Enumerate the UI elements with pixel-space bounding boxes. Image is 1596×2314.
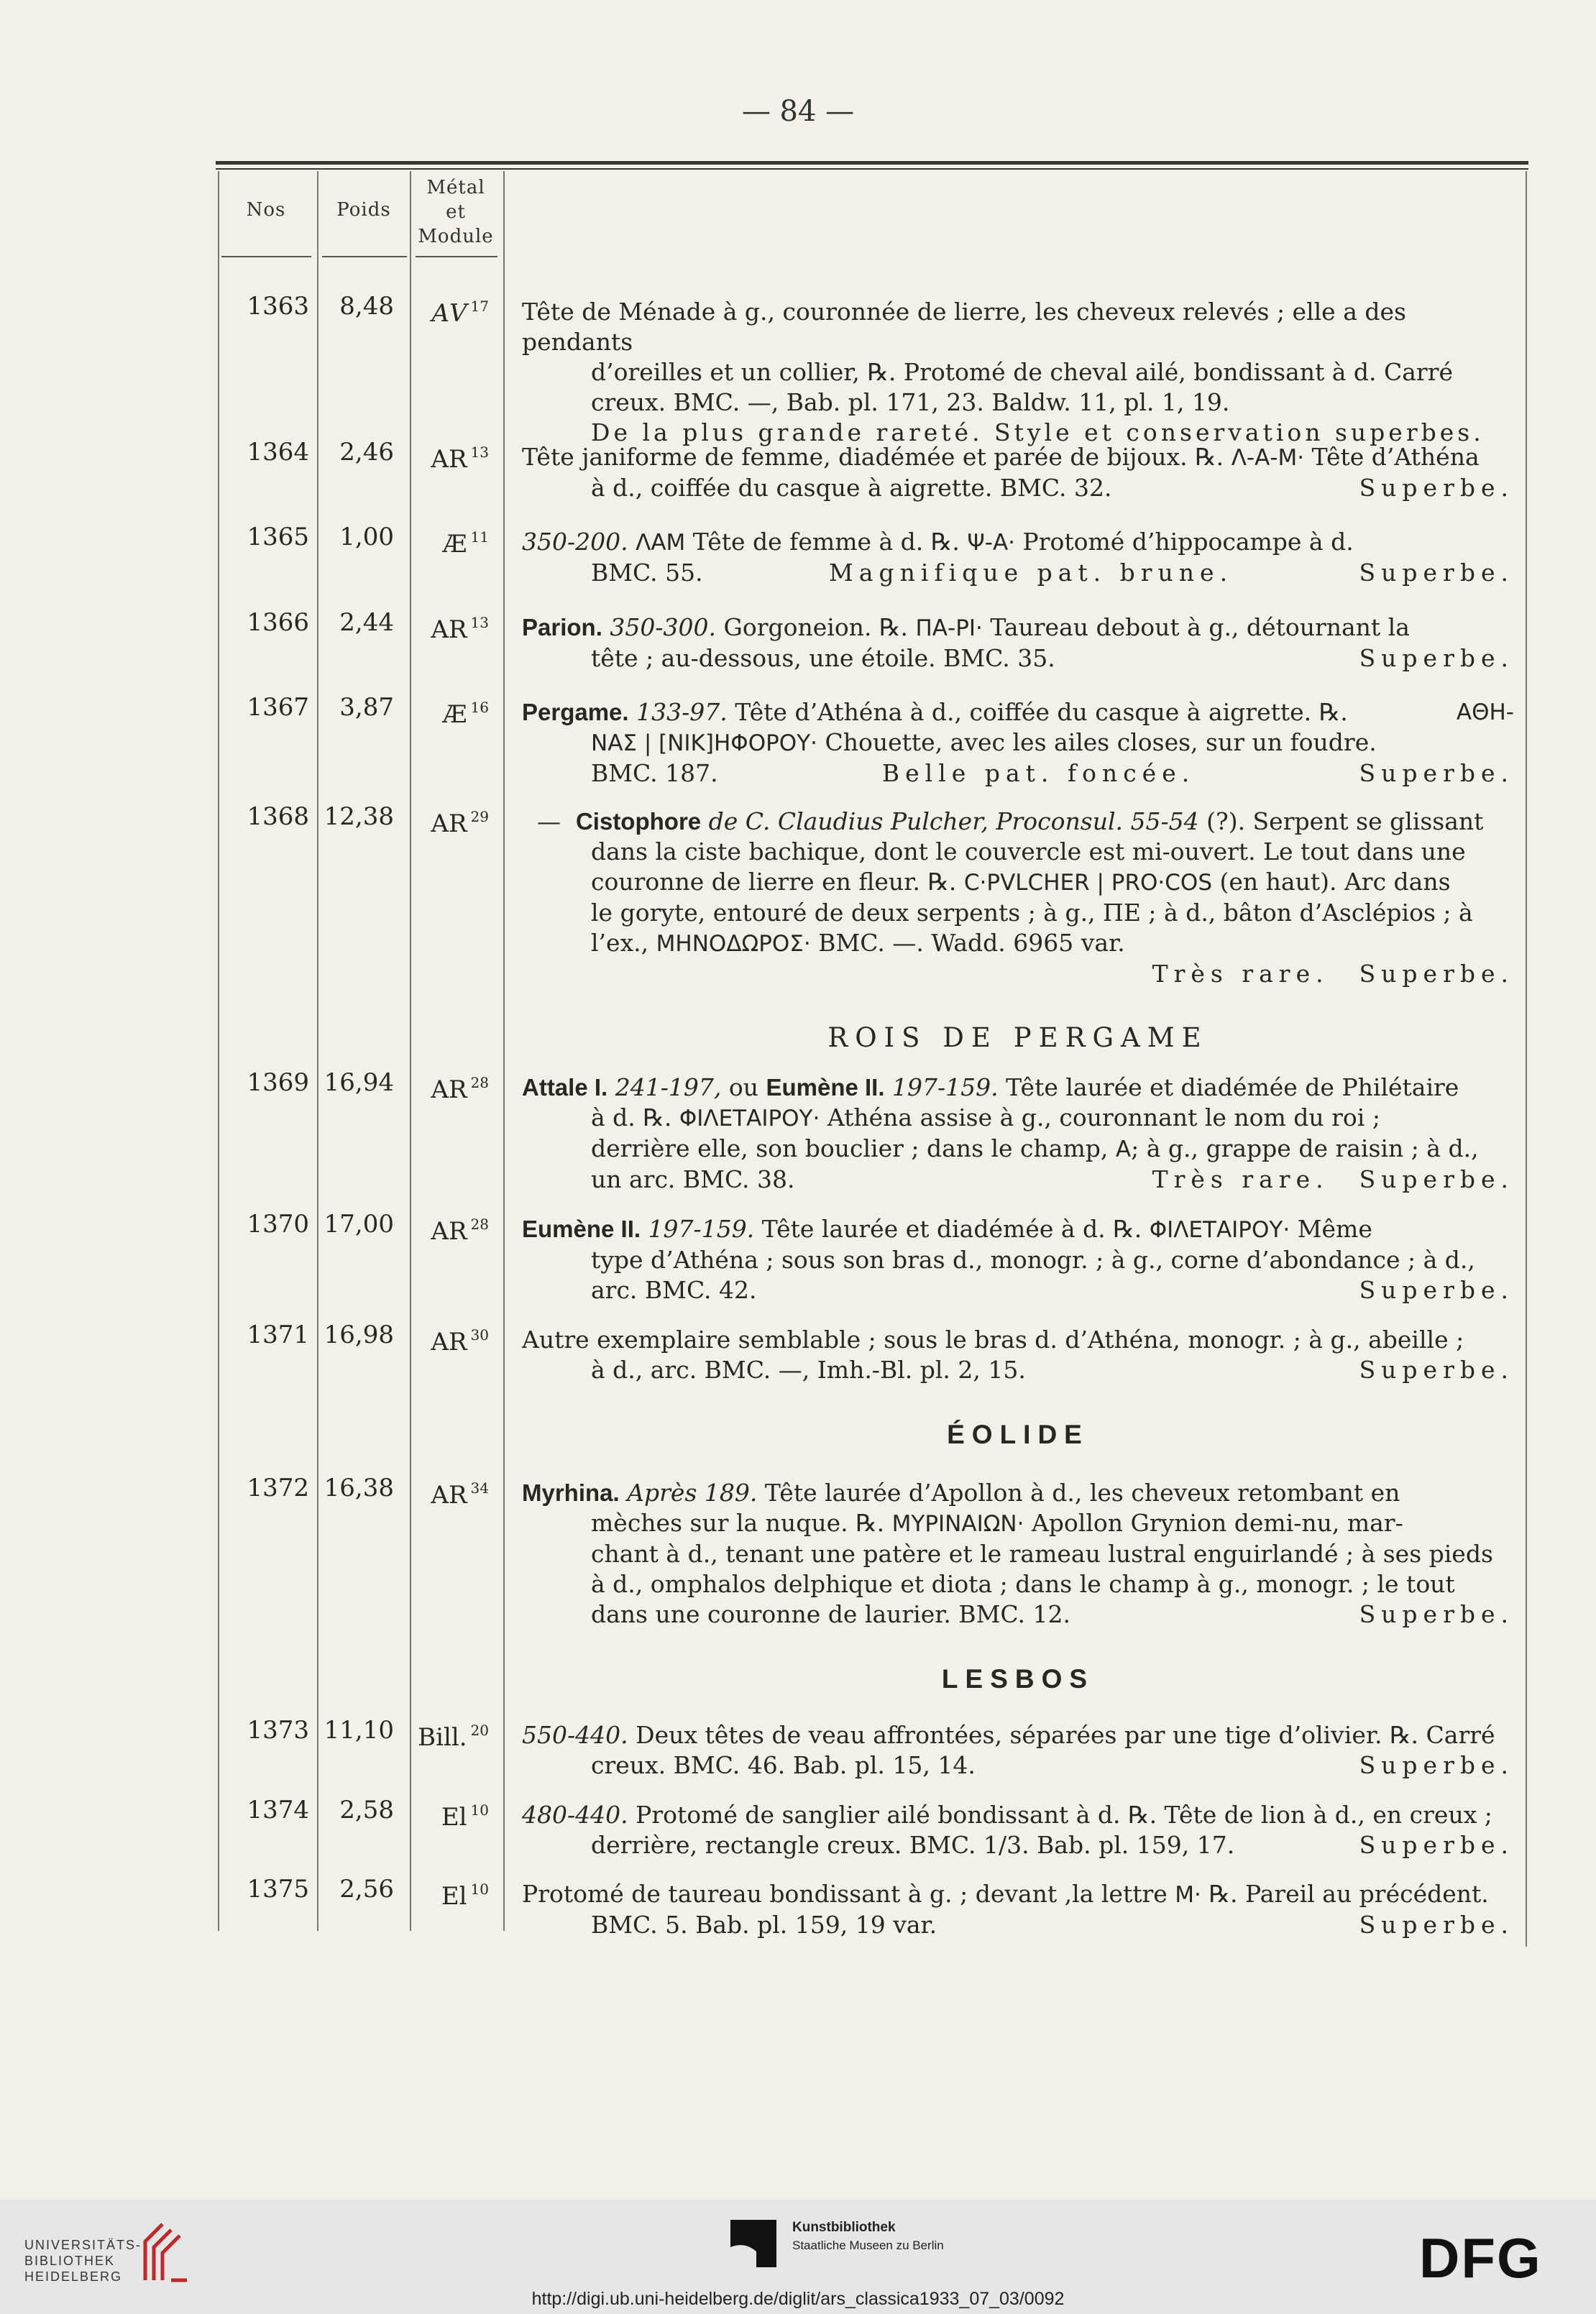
entry-description <box>522 1478 1514 1630</box>
coin-legend: Α <box>1115 1137 1132 1162</box>
entry-number: 1365 <box>247 523 309 551</box>
entry-weight: 1,00 <box>339 523 394 551</box>
entry-weight: 16,94 <box>324 1068 394 1097</box>
desc-rating: Superbe. <box>1359 759 1514 787</box>
column-divider <box>410 171 411 1931</box>
entry-number: 1375 <box>247 1875 309 1904</box>
desc-line: couronne de lierre en fleur. ℞. C·PVLCHER | PRO·COS (en haut). Arc dans <box>591 868 1451 896</box>
table-top-rule-thin <box>216 168 1528 170</box>
module-size: 13 <box>470 444 489 461</box>
entry-number: 1363 <box>247 292 309 321</box>
desc-rating: Superbe. <box>1359 1600 1514 1628</box>
module-size: 17 <box>470 298 489 315</box>
entry-description <box>522 1325 1514 1385</box>
column-divider <box>503 171 505 1931</box>
module-size: 34 <box>470 1479 489 1497</box>
entry-metal <box>411 1068 489 1105</box>
entry-metal <box>411 1795 489 1832</box>
desc-line: creux. BMC. —, Bab. pl. 171, 23. Baldw. 11, pl. 1, 19. <box>591 388 1230 416</box>
coin-legend: ΜΗΝΟΔΩΡΟΣ· <box>656 931 811 957</box>
entry-number: 1374 <box>247 1796 309 1824</box>
entry-description <box>522 1073 1514 1195</box>
desc-line: BMC. 5. Bab. pl. 159, 19 var. Superbe. <box>591 1911 1514 1939</box>
kb-title: Kunstbibliothek <box>792 2220 896 2235</box>
desc-line: Pergame. 133-97. Tête d’Athéna à d., coiffée du casque à aigrette. ℞. ΑΘΗ- <box>522 698 1514 726</box>
desc-line: tête ; au-dessous, une étoile. BMC. 35. Superbe. <box>591 644 1514 672</box>
university-library-label <box>24 2237 142 2285</box>
metal-code: Æ <box>442 530 467 559</box>
header-metal-line: Métal <box>426 177 485 198</box>
entry-weight: 11,10 <box>324 1716 394 1745</box>
desc-line: à d. ℞. ΦΙΛΕΤΑΙΡΟΥ· Athéna assise à g., couronnant le nom du roi ; <box>591 1103 1380 1131</box>
module-size: 13 <box>470 614 489 631</box>
section-heading: LESBOS <box>941 1664 1095 1694</box>
dfg-logo: DFG <box>1419 2226 1542 2290</box>
coin-legend: ΜΥΡΙΝΑΙΩΝ· <box>891 1511 1024 1537</box>
desc-line: l’ex., ΜΗΝΟΔΩΡΟΣ· BMC. —. Wadd. 6965 var. <box>591 929 1125 957</box>
desc-line: le goryte, entouré de deux serpents ; à g., ΠΕ ; à d., bâton d’Asclépios ; à <box>591 899 1473 927</box>
desc-line: Autre exemplaire semblable ; sous le bras d. d’Athéna, monogr. ; à g., abeille ; <box>522 1326 1464 1354</box>
entry-number: 1372 <box>247 1474 309 1502</box>
header-nos: Nos <box>246 199 286 221</box>
coin-legend: Λ-Α-Μ· <box>1231 445 1305 471</box>
metal-code: AR <box>431 1075 467 1104</box>
column-divider <box>1526 171 1527 1947</box>
entry-description <box>522 612 1514 674</box>
desc-rating: Très rare. <box>1152 1165 1329 1193</box>
desc-rating: Superbe. <box>1359 644 1514 672</box>
desc-line: Tête janiforme de femme, diadémée et parée de bijoux. ℞. Λ-Α-Μ· Tête d’Athéna <box>522 443 1480 471</box>
library-line: BIBLIOTHEK <box>24 2254 116 2268</box>
entry-description <box>522 1879 1514 1940</box>
desc-line: — Cistophore de C. Claudius Pulcher, Proconsul. 55-54 (?). Serpent se glissant <box>536 807 1484 835</box>
entry-number: 1368 <box>247 802 309 831</box>
desc-rating: Superbe. <box>1359 1356 1514 1384</box>
desc-rating: Superbe. <box>1359 1165 1514 1193</box>
entry-metal <box>411 1715 489 1753</box>
desc-rating: Superbe. <box>1359 1911 1514 1939</box>
module-size: 28 <box>470 1216 489 1233</box>
ruler-name: Eumène II. <box>766 1074 885 1101</box>
desc-line: type d’Athéna ; sous son bras d., monogr. ; à g., corne d’abondance ; à d., <box>591 1246 1475 1274</box>
entry-weight: 3,87 <box>339 693 394 722</box>
desc-line: 350-200. ΛΑΜ Tête de femme à d. ℞. Ψ-Α· Protomé d’hippocampe à d. <box>522 528 1354 556</box>
entry-weight: 2,44 <box>339 608 394 637</box>
metal-code: AR <box>431 1481 467 1510</box>
desc-rating: Belle pat. foncée. <box>881 759 1196 787</box>
metal-code: Bill. <box>418 1723 467 1752</box>
desc-line: ΝΑΣ | [ΝΙΚ]ΗΦΟΡΟΥ· Chouette, avec les ailes closes, sur un foudre. <box>591 728 1377 756</box>
desc-rating: Superbe. <box>1359 559 1514 587</box>
desc-line: d’oreilles et un collier, ℞. Protomé de cheval ailé, bondissant à d. Carré <box>591 358 1454 386</box>
kunstbibliothek-label <box>792 2220 944 2253</box>
desc-line: 550-440. Deux têtes de veau affrontées, séparées par une tige d’olivier. ℞. Carré <box>522 1721 1495 1749</box>
column-divider <box>317 171 318 1931</box>
desc-line: chant à d., tenant une patère et le rameau lustral enguirlandé ; à ses pieds <box>591 1540 1493 1568</box>
module-size: 10 <box>470 1881 489 1898</box>
entry-weight: 16,38 <box>324 1474 394 1502</box>
metal-code: 𝐴𝑉 <box>431 299 467 328</box>
entry-weight: 8,48 <box>339 292 394 321</box>
desc-line: dans une couronne de laurier. BMC. 12. Superbe. <box>591 1600 1514 1628</box>
desc-line: un arc. BMC. 38. Très rare. Superbe. <box>591 1165 1514 1193</box>
mint-name: Parion. <box>522 614 602 641</box>
desc-rating: Superbe. <box>1359 960 1514 988</box>
entry-number: 1373 <box>247 1716 309 1745</box>
coin-legend: Ψ-Α· <box>967 530 1016 556</box>
entry-number: 1366 <box>247 608 309 637</box>
module-size: 20 <box>470 1722 489 1739</box>
entry-weight: 17,00 <box>324 1210 394 1239</box>
entry-number: 1370 <box>247 1210 309 1239</box>
entry-description <box>522 527 1514 588</box>
header-metal-line: Module <box>418 226 494 247</box>
entry-metal <box>411 437 489 474</box>
desc-line: Myrhina. Après 189. Tête laurée d’Apollon à d., les cheveux retombant en <box>522 1479 1400 1507</box>
desc-rating: Superbe. <box>1359 1751 1514 1779</box>
ruler-name: Eumène II. <box>522 1216 641 1242</box>
entry-weight: 2,46 <box>339 438 394 467</box>
entry-metal <box>411 607 489 645</box>
coin-legend: ΝΑΣ | [ΝΙΚ]ΗΦΟΡΟΥ· <box>591 730 817 756</box>
desc-line: creux. BMC. 46. Bab. pl. 15, 14. Superbe. <box>591 1751 1514 1779</box>
desc-line: Tête de Ménade à g., couronnée de lierre, les cheveux relevés ; elle a des pendants <box>522 298 1406 356</box>
desc-line: Attale I. 241-197, ou Eumène II. 197-159. Tête laurée et diadémée de Philétaire <box>522 1073 1459 1101</box>
coin-legend: ΛΑΜ <box>636 530 686 556</box>
desc-rating: Superbe. <box>1359 1831 1514 1859</box>
entry-metal <box>411 802 489 839</box>
desc-line: dans la ciste bachique, dont le couvercle est mi-ouvert. Le tout dans une <box>591 837 1466 866</box>
metal-code: AR <box>431 615 467 644</box>
module-size: 10 <box>470 1801 489 1819</box>
entry-weight: 16,98 <box>324 1321 394 1349</box>
desc-line: derrière elle, son bouclier ; dans le champ, Α; à g., grappe de raisin ; à d., <box>591 1134 1479 1162</box>
metal-code: AR <box>431 1217 467 1246</box>
library-line: UNIVERSITÄTS- <box>24 2238 142 2252</box>
kunstbibliothek-logo-icon <box>730 2220 776 2267</box>
header-rule <box>416 256 497 257</box>
header-metal <box>417 175 495 249</box>
desc-line: BMC. 55. Magnifique pat. brune. Superbe. <box>591 559 1514 587</box>
coin-legend: ΦΙΛΕΤΑΙΡΟΥ· <box>1149 1217 1290 1243</box>
desc-line: à d., coiffée du casque à aigrette. BMC. 32. Superbe. <box>591 474 1514 502</box>
desc-line: à d., omphalos delphique et diota ; dans le champ à g., monogr. ; le tout <box>591 1570 1455 1598</box>
ruler-name: Attale I. <box>522 1074 608 1101</box>
desc-line: mèches sur la nuque. ℞. ΜΥΡΙΝΑΙΩΝ· Apollon Grynion demi-nu, mar- <box>591 1509 1403 1537</box>
entry-metal <box>411 1320 489 1357</box>
module-size: 30 <box>470 1326 489 1344</box>
kb-subtitle: Staatliche Museen zu Berlin <box>792 2239 944 2252</box>
page-number: — 84 — <box>741 95 855 128</box>
library-line: HEIDELBERG <box>24 2269 123 2284</box>
entry-metal <box>411 1209 489 1246</box>
desc-line: derrière, rectangle creux. BMC. 1/3. Bab. pl. 159, 17. Superbe. <box>591 1831 1514 1859</box>
entry-weight: 2,58 <box>339 1796 394 1824</box>
column-divider <box>218 171 219 1931</box>
module-size: 16 <box>470 699 489 716</box>
entry-metal <box>411 291 489 329</box>
entry-metal <box>411 1874 489 1911</box>
header-metal-line: et <box>446 201 466 223</box>
header-rule <box>322 256 407 257</box>
source-url[interactable]: http://digi.ub.uni-heidelberg.de/diglit/ars_classica1933_07_03/0092 <box>531 2289 1065 2309</box>
metal-code: El <box>441 1803 467 1832</box>
entry-description <box>522 807 1514 989</box>
entry-number: 1367 <box>247 693 309 722</box>
entry-description <box>522 442 1514 503</box>
coin-legend: C·PVLCHER | PRO·COS <box>963 870 1213 896</box>
metal-code: AR <box>431 1328 467 1356</box>
coin-legend: ΠΑ-ΡΙ· <box>915 615 983 641</box>
metal-code: Æ <box>442 700 467 729</box>
desc-line: Protomé de taureau bondissant à g. ; devant ,la lettre Μ· ℞. Pareil au précédent. <box>522 1880 1489 1908</box>
module-size: 29 <box>470 808 489 825</box>
entry-metal <box>411 1473 489 1510</box>
entry-metal <box>411 692 489 730</box>
section-heading: ROIS DE PERGAME <box>827 1022 1209 1053</box>
section-heading: ÉOLIDE <box>947 1420 1089 1449</box>
entry-description <box>522 1720 1514 1781</box>
metal-code: AR <box>431 809 467 838</box>
coin-legend: ΦΙΛΕΤΑΙΡΟΥ· <box>679 1106 820 1131</box>
desc-line: Parion. 350-300. Gorgoneion. ℞. ΠΑ-ΡΙ· Taureau debout à g., détournant la <box>522 613 1410 641</box>
entry-weight: 12,38 <box>324 802 394 831</box>
entry-number: 1369 <box>247 1068 309 1097</box>
coin-legend: ΑΘΗ- <box>1456 699 1514 725</box>
desc-rating: Magnifique pat. brune. <box>829 559 1234 587</box>
desc-rating: De la plus grande rareté. Style et conservation superbes. <box>591 418 1485 446</box>
desc-line: à d., arc. BMC. —, Imh.-Bl. pl. 2, 15. Superbe. <box>591 1356 1514 1384</box>
entry-description <box>522 297 1514 448</box>
desc-rating: Superbe. <box>1359 1276 1514 1304</box>
module-size: 11 <box>470 528 489 546</box>
coin-legend: Μ· <box>1175 1882 1201 1908</box>
entry-weight: 2,56 <box>339 1875 394 1904</box>
desc-line: arc. BMC. 42. Superbe. <box>591 1276 1514 1304</box>
entry-description <box>522 1800 1514 1860</box>
metal-code: El <box>441 1882 467 1911</box>
desc-line: Eumène II. 197-159. Tête laurée et diadémée à d. ℞. ΦΙΛΕΤΑΙΡΟΥ· Même <box>522 1215 1372 1243</box>
mint-name: Pergame. <box>522 699 629 725</box>
module-size: 28 <box>470 1074 489 1091</box>
desc-rating: Superbe. <box>1359 474 1514 502</box>
entry-number: 1371 <box>247 1321 309 1349</box>
mint-name: Myrhina. <box>522 1479 620 1506</box>
desc-line <box>522 959 1514 989</box>
desc-rating: Très rare. <box>1152 960 1329 988</box>
entry-number: 1364 <box>247 438 309 467</box>
coin-type: Cistophore <box>575 808 702 835</box>
university-library-logo-icon <box>141 2220 191 2285</box>
desc-line: 480-440. Protomé de sanglier ailé bondissant à d. ℞. Tête de lion à d., en creux ; <box>522 1801 1492 1829</box>
header-poids: Poids <box>336 199 391 221</box>
header-rule <box>221 256 311 257</box>
desc-line: BMC. 187. Belle pat. foncée. Superbe. <box>591 759 1514 787</box>
metal-code: AR <box>431 445 467 474</box>
entry-description <box>522 1214 1514 1305</box>
entry-description <box>522 697 1514 789</box>
table-top-rule <box>216 161 1528 165</box>
entry-metal <box>411 522 489 559</box>
